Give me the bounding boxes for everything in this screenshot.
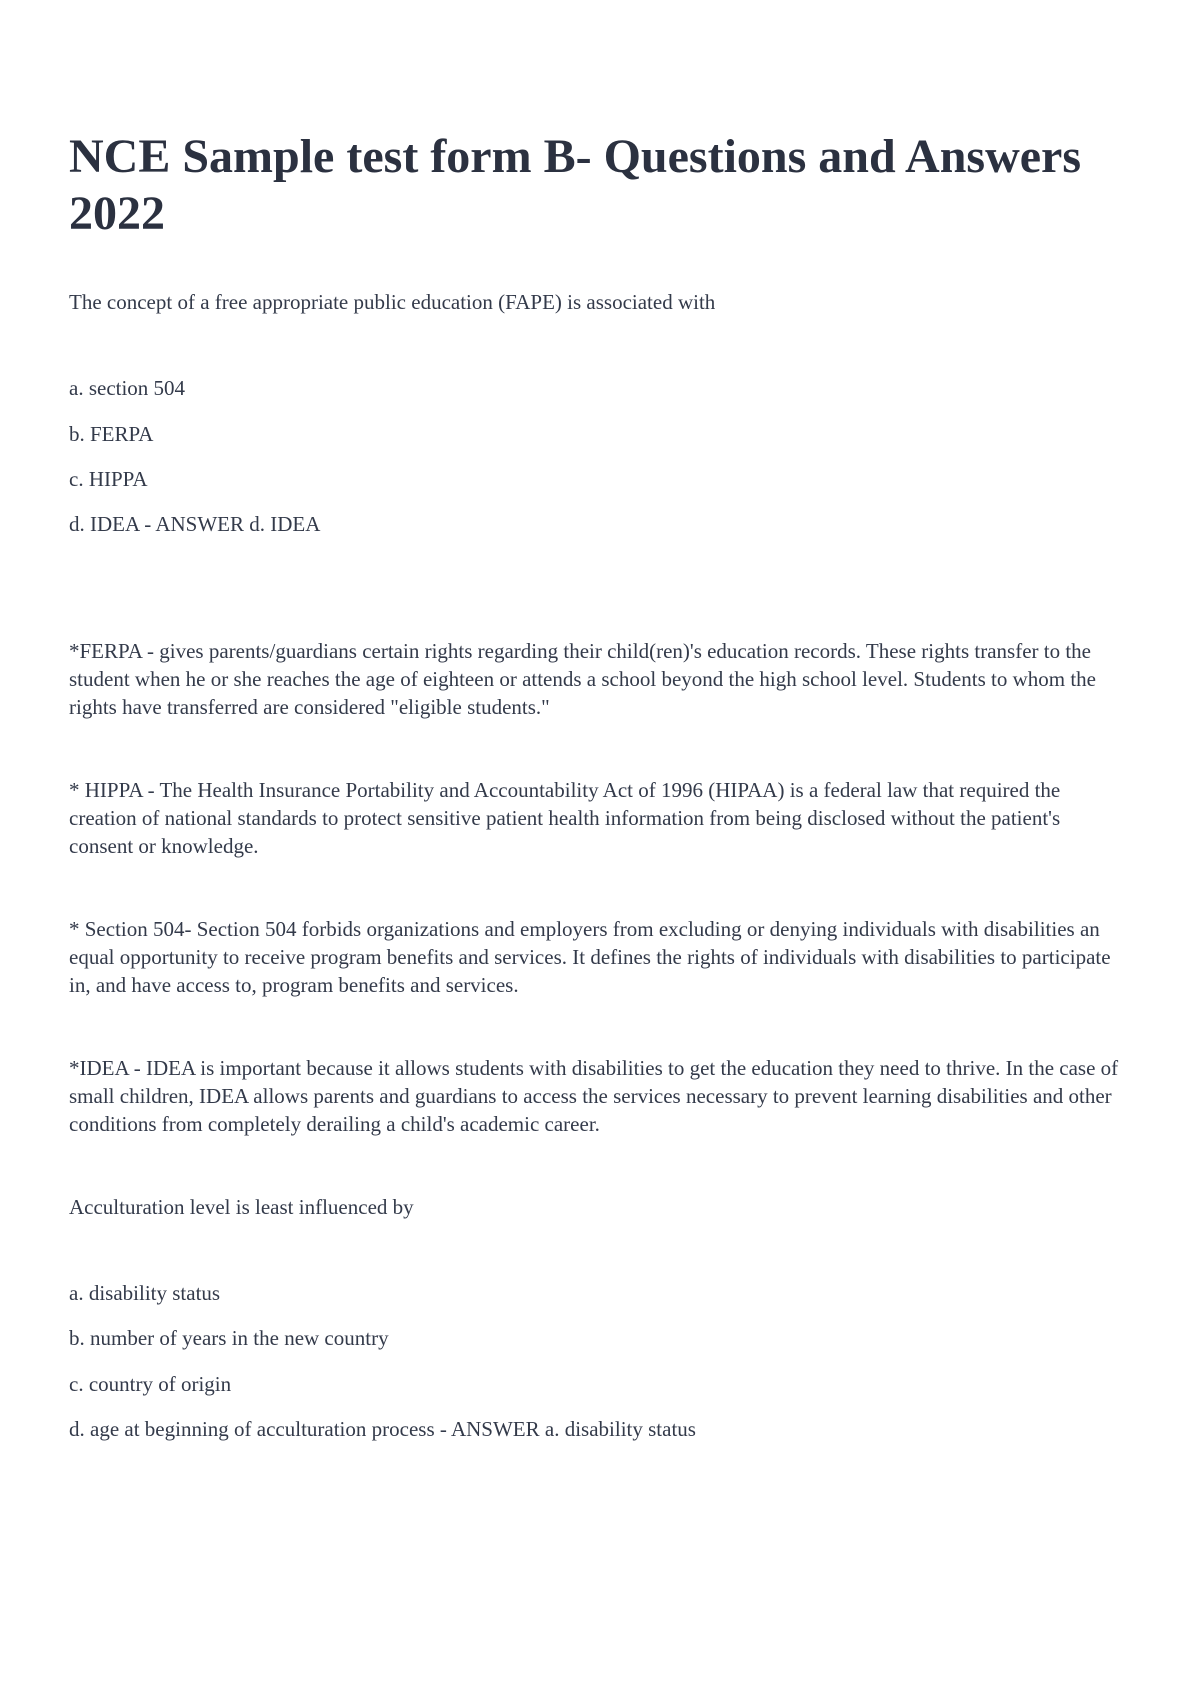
- question-1-option-b: b. FERPA: [69, 422, 154, 446]
- question-2-option-c: c. country of origin: [69, 1372, 232, 1396]
- document-title: NCE Sample test form B- Questions and Answers 2022: [69, 130, 1082, 240]
- question-2-option-b: b. number of years in the new country: [69, 1326, 389, 1350]
- explanation-section-504: * Section 504- Section 504 forbids organizations and employers from excluding or denying individuals with disabilities an equal opportunity to receive program benefits and services. It defines the rights of individuals with disabilities to participate in, and have access to, program benefits and services.: [69, 917, 1111, 997]
- explanation-idea: *IDEA - IDEA is important because it allows students with disabilities to get the education they need to thrive. In the case of small children, IDEA allows parents and guardians to access the services necessary to prevent learning disabilities and other conditions from completely derailing a child's academic career.: [69, 1056, 1119, 1136]
- question-2-option-d-answer: d. age at beginning of acculturation process - ANSWER a. disability status: [69, 1417, 696, 1441]
- question-1-prompt: The concept of a free appropriate public education (FAPE) is associated with: [69, 290, 716, 314]
- explanation-hippa: * HIPPA - The Health Insurance Portability and Accountability Act of 1996 (HIPAA) is a federal law that required the creation of national standards to protect sensitive patient health information from being disclosed without the patient's consent or knowledge.: [69, 778, 1061, 858]
- question-1-option-a: a. section 504: [69, 376, 186, 400]
- question-1-option-c: c. HIPPA: [69, 467, 148, 491]
- explanation-ferpa: *FERPA - gives parents/guardians certain rights regarding their child(ren)'s education records. These rights transfer to the student when he or she reaches the age of eighteen or attends a school beyond the high school level. Students to whom the rights have transferred are considered "eligible students.": [69, 639, 1096, 719]
- question-1-option-d-answer: d. IDEA - ANSWER d. IDEA: [69, 512, 321, 536]
- question-2-prompt: Acculturation level is least influenced by: [69, 1195, 414, 1219]
- question-2-option-a: a. disability status: [69, 1281, 221, 1305]
